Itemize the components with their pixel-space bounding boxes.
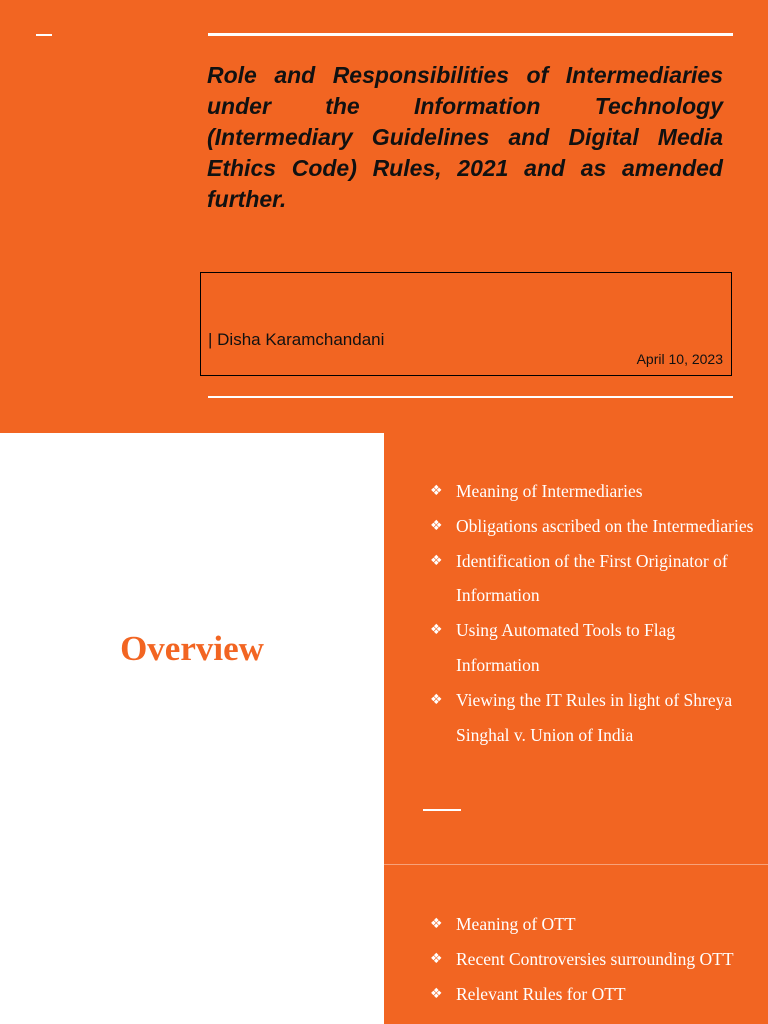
diamond-bullet-icon: ❖ bbox=[430, 517, 443, 534]
list-item-text: Identification of the First Originator of Information bbox=[456, 550, 728, 606]
overview-list-ott bbox=[430, 907, 760, 1011]
list-item-text: Relevant Rules for OTT bbox=[456, 983, 626, 1004]
corner-dash bbox=[36, 34, 52, 36]
list-item-text: Recent Controversies surrounding OTT bbox=[456, 948, 734, 969]
diamond-bullet-icon: ❖ bbox=[430, 691, 443, 708]
list-item-text: Meaning of Intermediaries bbox=[456, 481, 643, 501]
title-slide bbox=[0, 0, 768, 433]
list-item bbox=[430, 509, 760, 544]
presentation-date: April 10, 2023 bbox=[636, 351, 723, 367]
overview-heading: Overview bbox=[120, 629, 264, 668]
list-item bbox=[430, 683, 760, 753]
top-rule bbox=[208, 33, 733, 36]
list-item bbox=[430, 942, 760, 977]
list-item bbox=[430, 544, 760, 614]
list-item-text: Viewing the IT Rules in light of Shreya Singhal v. Union of India bbox=[456, 689, 733, 745]
list-item-text: Obligations ascribed on the Intermediaries bbox=[456, 515, 754, 536]
diamond-bullet-icon: ❖ bbox=[430, 483, 443, 499]
list-item bbox=[430, 977, 760, 1012]
author-box bbox=[200, 272, 732, 376]
bottom-rule bbox=[208, 396, 733, 398]
list-item-text: Meaning of OTT bbox=[456, 914, 576, 934]
list-item-text: Using Automated Tools to Flag Information bbox=[456, 620, 676, 675]
diamond-bullet-icon: ❖ bbox=[430, 916, 443, 932]
list-item bbox=[430, 613, 760, 683]
diamond-bullet-icon: ❖ bbox=[430, 622, 443, 639]
overview-left-panel bbox=[0, 433, 384, 1024]
list-item bbox=[430, 474, 760, 509]
slide-title: Role and Responsibilities of Intermediaries under the Information Technology (Intermediary Guidelines and Digital Media Ethics Code) Rules, 2021 and as amended further. bbox=[207, 62, 723, 212]
author-name: | Disha Karamchandani bbox=[208, 330, 385, 349]
panel-divider bbox=[384, 864, 768, 865]
section-short-rule bbox=[423, 809, 461, 811]
diamond-bullet-icon: ❖ bbox=[430, 552, 443, 569]
list-item bbox=[430, 907, 760, 942]
diamond-bullet-icon: ❖ bbox=[430, 985, 443, 1002]
overview-list-intermediaries bbox=[430, 474, 760, 752]
diamond-bullet-icon: ❖ bbox=[430, 950, 443, 967]
overview-right-panel bbox=[384, 433, 768, 1024]
